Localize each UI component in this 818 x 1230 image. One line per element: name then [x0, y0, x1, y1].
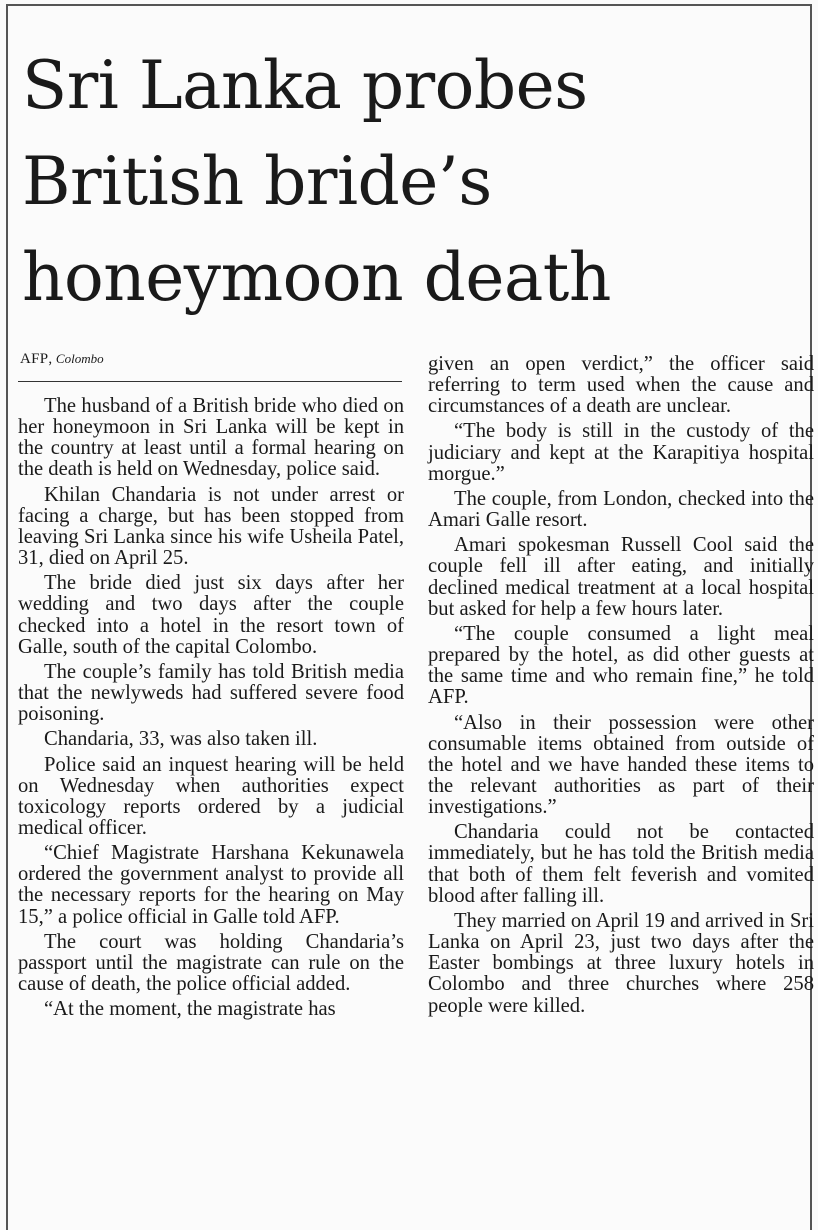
paragraph: The court was holding Chandaria’s passport until the magistrate can rule on the cause of death, the police official added.	[18, 930, 404, 996]
paragraph: “At the moment, the magistrate has	[44, 998, 336, 1021]
article-column-right	[428, 354, 814, 1021]
paragraph: Amari spokesman Russell Cool said the couple fell ill after eating, and initially declined medical treatment at a local hospital but asked for help a few hours later.	[428, 534, 814, 620]
paragraph: The couple’s family has told British media that the newlyweds had suffered severe food poisoning.	[18, 660, 404, 726]
article-byline	[20, 351, 104, 368]
article-column-left	[18, 396, 404, 1024]
paragraph: “Also in their possession were other consumable items obtained from outside of the hotel and we have handed these items to the relevant authorities as part of their investigations.”	[428, 711, 814, 819]
headline-line-3: honeymoon death	[22, 239, 611, 316]
headline-line-1: Sri Lanka probes	[22, 47, 588, 124]
paragraph: Khilan Chandaria is not under arrest or facing a charge, but has been stopped from leaving Sri Lanka since his wife Usheila Patel, 31, died on April 25.	[18, 483, 404, 570]
paragraph: Chandaria, 33, was also taken ill.	[44, 728, 318, 751]
byline-place: Colombo	[55, 351, 104, 366]
byline-divider	[18, 381, 402, 382]
paragraph: “Chief Magistrate Harshana Kekunawela ordered the government analyst to provide all the necessary reports for the hearing on May 15,” a police official in Galle told AFP.	[18, 842, 404, 928]
byline-agency: AFP	[20, 351, 49, 367]
paragraph: They married on April 19 and arrived in Sri Lanka on April 23, just two days after the Easter bombings at three luxury hotels in Colombo and three churches where 258 people were killed.	[428, 909, 814, 1017]
paragraph: The husband of a British bride who died on her honeymoon in Sri Lanka will be kept in the country at least until a formal hearing on the death is held on Wednesday, police said.	[18, 395, 404, 481]
paragraph-continuation: given an open verdict,” the officer said referring to term used when the cause and circumstances of a death are unclear.	[428, 353, 814, 418]
byline-separator: ,	[48, 351, 56, 367]
paragraph: “The couple consumed a light meal prepared by the hotel, as did other guests at the same time and who remain fine,” he told AFP.	[428, 622, 814, 709]
paragraph: “The body is still in the custody of the judiciary and kept at the Karapitiya hospital morgue.”	[428, 420, 814, 485]
headline-line-2: British bride’s	[22, 143, 492, 220]
paragraph: Chandaria could not be contacted immediately, but he has told the British media that both of them felt feverish and vomited blood after falling ill.	[428, 821, 814, 907]
paragraph: Police said an inquest hearing will be held on Wednesday when authorities expect toxicology reports ordered by a judicial medical officer.	[18, 753, 404, 839]
clipping-border-top	[6, 4, 812, 6]
paragraph: The bride died just six days after her wedding and two days after the couple checked into a hotel in the resort town of Galle, south of the capital Colombo.	[18, 572, 404, 658]
article-headline	[22, 38, 802, 326]
clipping-border-left	[6, 4, 8, 1230]
paragraph: The couple, from London, checked into the Amari Galle resort.	[428, 487, 814, 532]
